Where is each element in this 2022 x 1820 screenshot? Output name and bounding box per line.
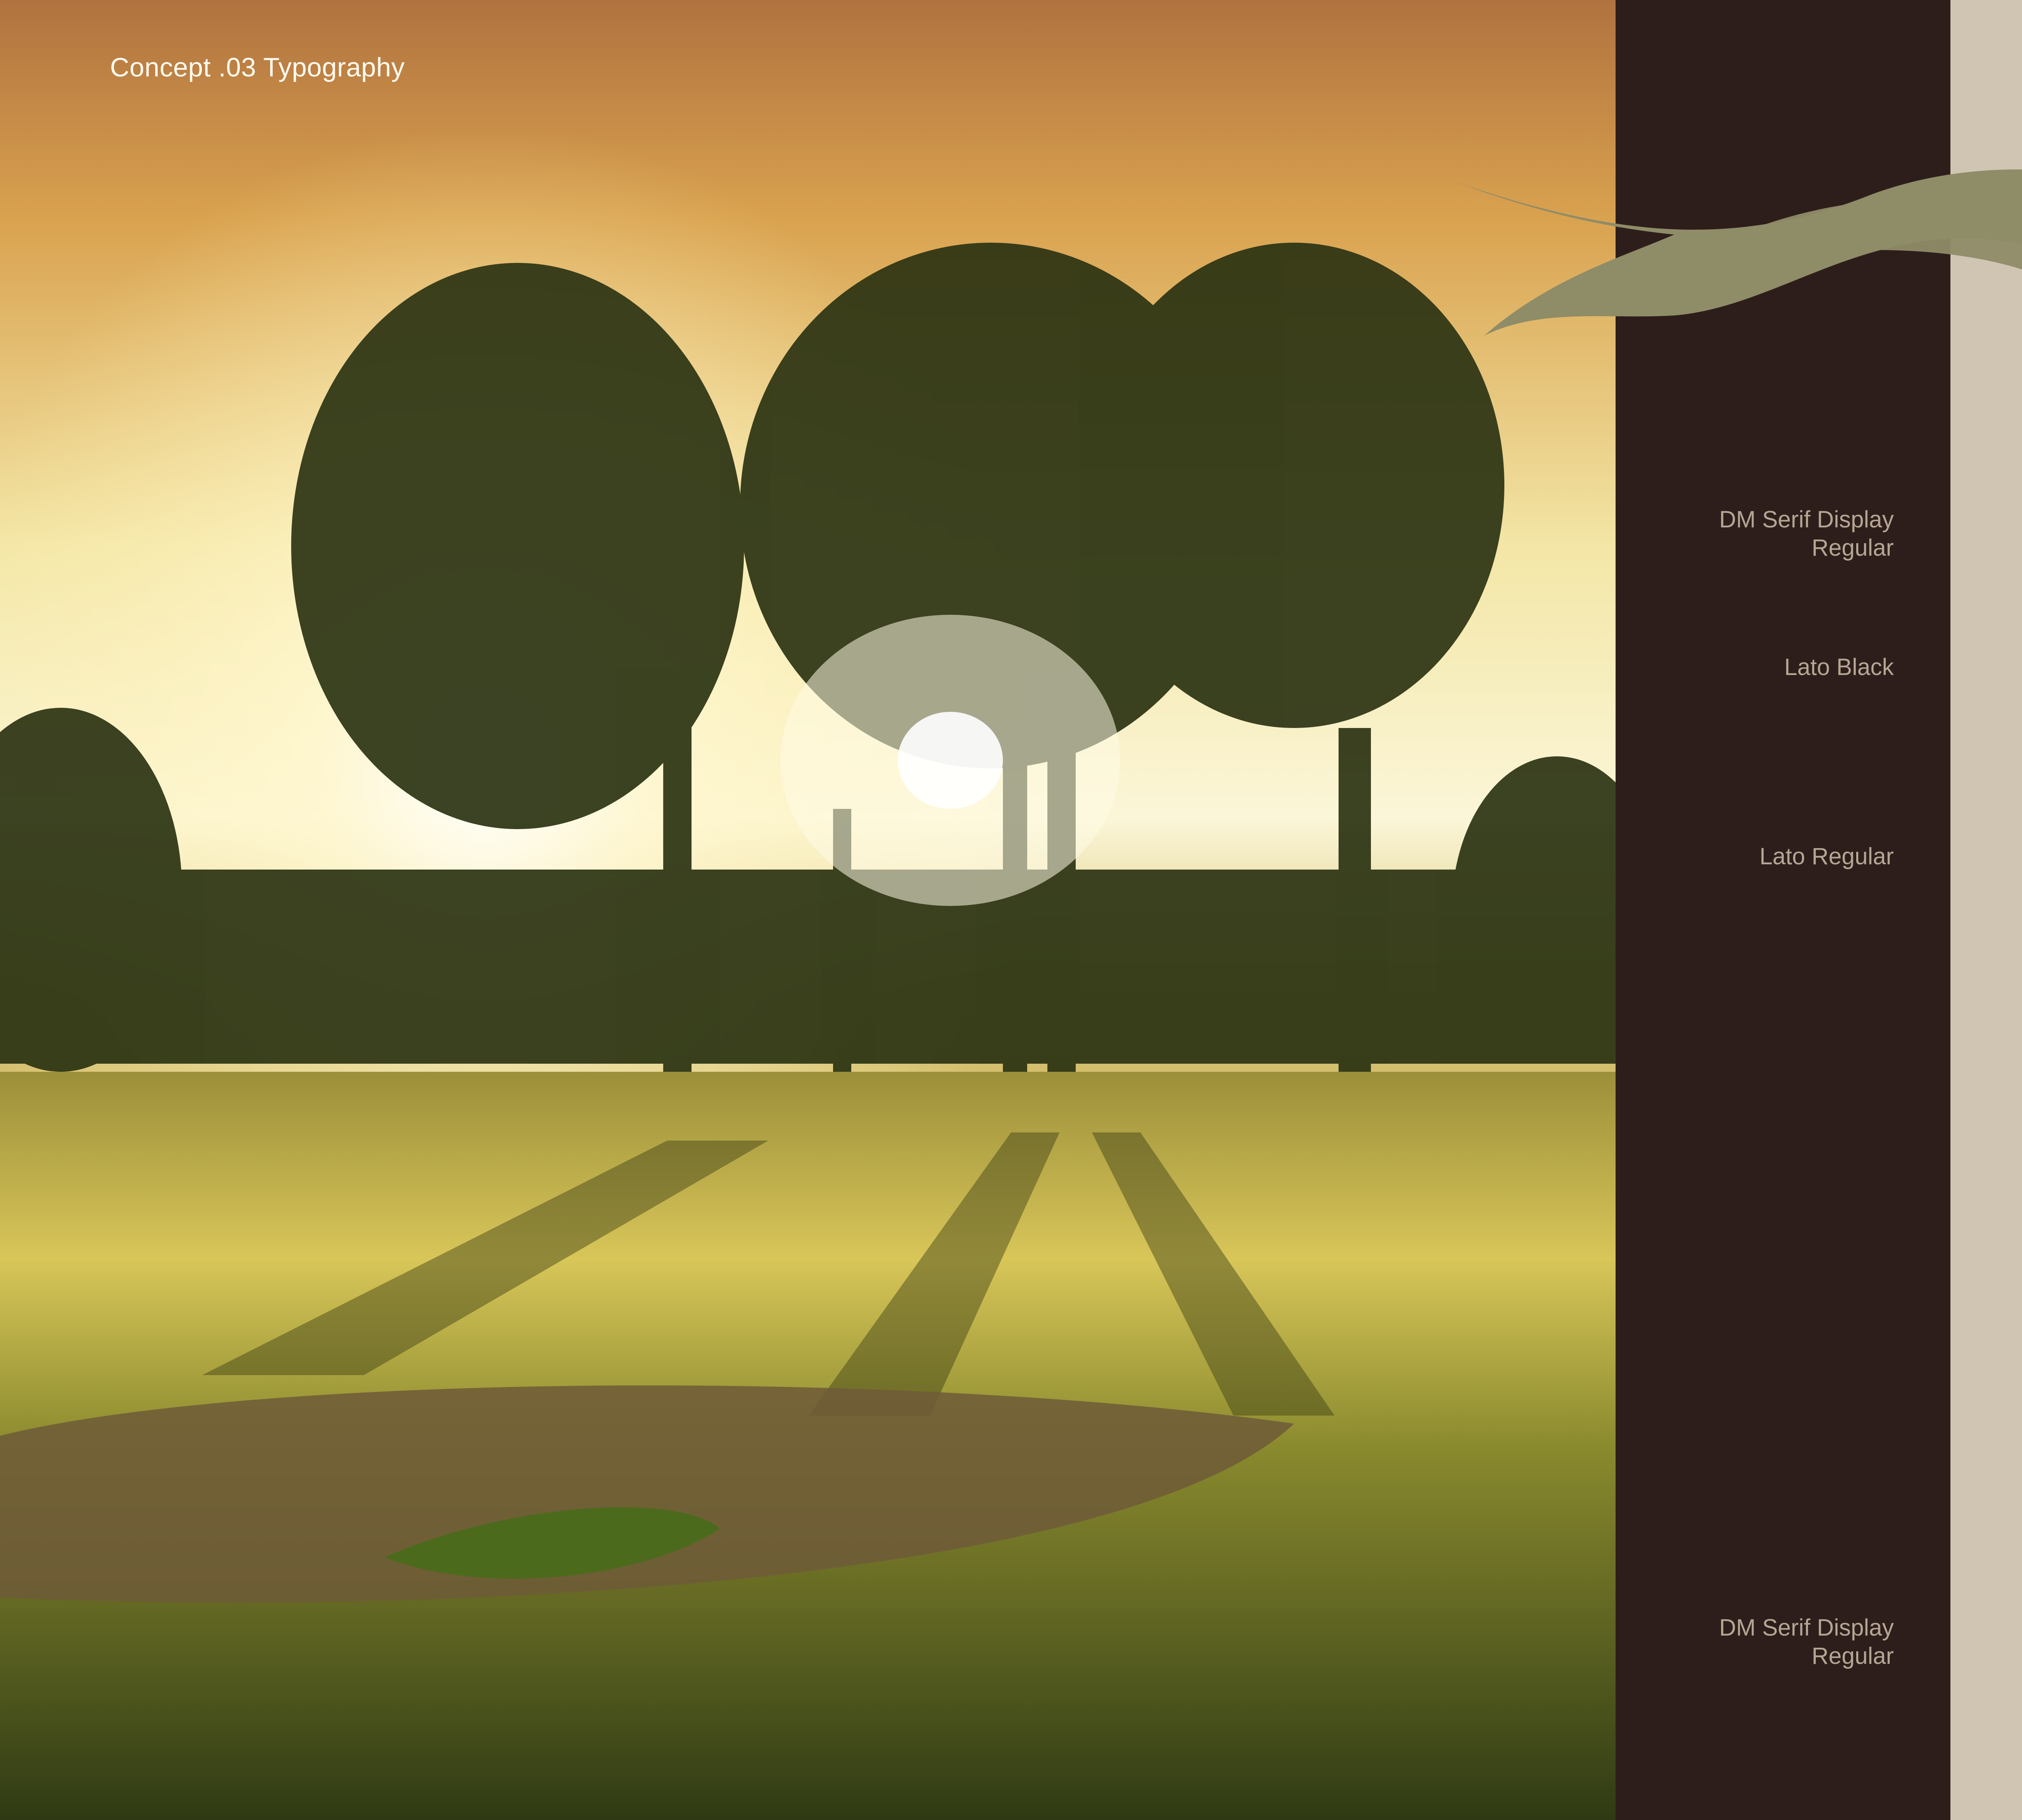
font-note-title: DM Serif Display Regular (1719, 506, 1894, 561)
brush-stroke-graphic (1448, 146, 2022, 396)
font-note-body: Lato Regular (1759, 843, 1894, 870)
font-note-lede: Lato Black (1784, 654, 1894, 680)
font-note-closing: DM Serif Display Regular (1719, 1615, 1894, 1669)
concept-label: Concept .03 Typography (110, 52, 405, 82)
